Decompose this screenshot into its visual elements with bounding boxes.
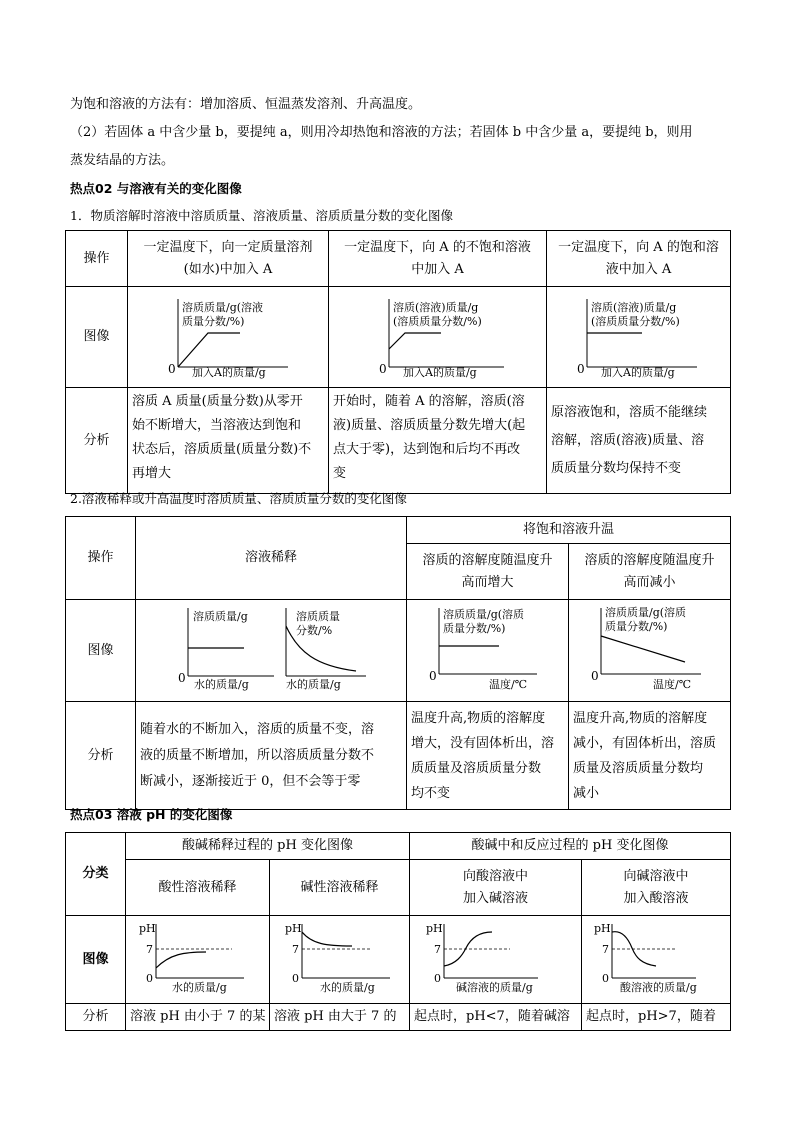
op-dilute: 溶液稀释 — [136, 517, 407, 600]
graph-cell-inc — [407, 600, 569, 702]
y-label-2: 质量分数/%) — [443, 622, 506, 635]
sub-b2a: 向碱溶液中 加入酸溶液 — [582, 860, 731, 916]
origin: 0 — [602, 972, 609, 985]
y-label-1: 溶质质量/g(溶质 — [443, 608, 525, 621]
graph-cell-acid — [126, 916, 270, 1004]
x-label: 加入A的质量/g — [192, 366, 266, 379]
origin: 0 — [146, 972, 153, 985]
origin: 0 — [591, 669, 599, 683]
hot03-heading: 热点03 溶液 pH 的变化图像 — [70, 807, 233, 822]
y-label-1: 溶质质量/g(溶质 — [605, 606, 687, 619]
row-label-anal: 分析 — [66, 702, 136, 810]
graph-heat-inc — [407, 600, 568, 693]
group-neutral: 酸碱中和反应过程的 pH 变化图像 — [410, 833, 731, 860]
group-dilute: 酸碱稀释过程的 pH 变化图像 — [126, 833, 410, 860]
row-label-graph: 图像 — [66, 287, 128, 388]
op-cell-1: 一定温度下，向一定质量溶剂 (如水)中加入 A — [128, 231, 329, 287]
op-cell-2: 一定温度下，向 A 的不饱和溶液 中加入 A — [329, 231, 547, 287]
row-label-anal: 分析 — [66, 1004, 126, 1031]
graph-base-add-acid — [582, 916, 730, 995]
anal-base: 溶液 pH 由大于 7 的 — [270, 1004, 410, 1031]
y-label-2: 质量分数/%) — [182, 315, 245, 328]
x-label: 加入A的质量/g — [601, 366, 675, 379]
y-label-1: 溶质质量/g(溶液 — [182, 301, 264, 314]
graph-base-dilute — [270, 916, 409, 995]
table-ph — [65, 832, 731, 1031]
origin: 0 — [434, 972, 441, 985]
seven-label: 7 — [602, 943, 609, 956]
x-label-b: 水的质量/g — [286, 678, 341, 691]
curve — [302, 932, 352, 946]
graph-cell-base — [270, 916, 410, 1004]
seven-label: 7 — [292, 943, 299, 956]
x-label: 加入A的质量/g — [403, 366, 477, 379]
row-label-graph: 图像 — [66, 600, 136, 702]
sub-a2b: 向酸溶液中 加入碱溶液 — [410, 860, 582, 916]
anal-cell-2: 开始时，随着 A 的溶解，溶质(溶 液)质量、溶质质量分数先增大(起 点大于零)，达到饱和后均不再改 变 — [329, 388, 547, 494]
graph-acid-dilute — [126, 916, 269, 995]
row-label-op: 操作 — [66, 231, 128, 287]
graph-cell-2 — [329, 287, 547, 388]
graph-cell-1 — [128, 287, 329, 388]
x-label: 水的质量/g — [172, 981, 227, 994]
row-label-op: 操作 — [66, 517, 136, 600]
graph-heat-dec — [569, 600, 730, 693]
seven-label: 7 — [146, 943, 153, 956]
table-dilute-heat — [65, 516, 731, 810]
y-label-1: 溶质(溶液)质量/g — [393, 301, 479, 314]
origin: 0 — [168, 362, 176, 376]
graph-solvent-add-a — [128, 287, 328, 379]
graph-dilute — [136, 600, 406, 693]
row-label-graph: 图像 — [66, 916, 126, 1004]
graph-cell-a2b — [410, 916, 582, 1004]
op-inc: 溶质的溶解度随温度升 高而增大 — [407, 544, 569, 600]
y-label-a: 溶质质量/g — [193, 610, 248, 623]
curve — [178, 333, 240, 367]
op-dec: 溶质的溶解度随温度升 高而减小 — [569, 544, 731, 600]
y-label-2: 质量分数/%) — [605, 620, 668, 633]
anal-inc: 温度升高,物质的溶解度 增大，没有固体析出，溶 质质量及溶质质量分数 均不变 — [407, 702, 569, 810]
graph-cell-dilute — [136, 600, 407, 702]
curve — [156, 952, 206, 968]
x-label: 温度/℃ — [653, 678, 692, 691]
curve — [601, 636, 685, 662]
y-label: pH — [285, 922, 302, 935]
origin-a: 0 — [178, 671, 186, 685]
op-cell-3: 一定温度下，向 A 的饱和溶 液中加入 A — [547, 231, 731, 287]
seven-label: 7 — [434, 943, 441, 956]
table-dissolve — [65, 230, 731, 494]
graph-cell-3 — [547, 287, 731, 388]
graph-saturated-add-a — [547, 287, 730, 379]
x-label: 酸溶液的质量/g — [620, 981, 697, 994]
hot02-sub1: 1．物质溶解时溶液中溶质质量、溶液质量、溶质质量分数的变化图像 — [70, 208, 453, 223]
anal-a2b: 起点时，pH<7，随着碱溶 — [410, 1004, 582, 1031]
y-label-1: 溶质(溶液)质量/g — [591, 301, 677, 314]
x-label-a: 水的质量/g — [194, 678, 249, 691]
x-label: 水的质量/g — [320, 981, 375, 994]
row-label-class: 分类 — [66, 833, 126, 916]
intro-line-2: （2）若固体 a 中含少量 b，要提纯 a，则用冷却热饱和溶液的方法；若固体 b 中含少量 a，要提纯 b，则用 — [70, 125, 693, 140]
y-label: pH — [594, 922, 611, 935]
y-label: pH — [139, 922, 156, 935]
sub-base: 碱性溶液稀释 — [270, 860, 410, 916]
graph-acid-add-base — [410, 916, 581, 995]
intro-line-1: 为饱和溶液的方法有：增加溶质、恒温蒸发溶剂、升高温度。 — [70, 97, 422, 112]
origin: 0 — [379, 362, 387, 376]
x-label: 温度/℃ — [489, 678, 528, 691]
curve — [389, 333, 441, 349]
intro-line-3: 蒸发结晶的方法。 — [70, 153, 175, 168]
y-label-b-2: 分数/% — [296, 624, 333, 637]
op-heat: 将饱和溶液升温 — [407, 517, 731, 544]
anal-cell-1: 溶质 A 质量(质量分数)从零开 始不断增大，当溶液达到饱和 状态后，溶质质量(质量分数)不 再增大 — [128, 388, 329, 494]
row-label-anal: 分析 — [66, 388, 128, 494]
graph-cell-b2a — [582, 916, 731, 1004]
x-label: 碱溶液的质量/g — [456, 981, 533, 994]
y-label-2: (溶质质量分数/%) — [393, 315, 482, 328]
anal-acid: 溶液 pH 由小于 7 的某 — [126, 1004, 270, 1031]
anal-dec: 温度升高,物质的溶解度 减小，有固体析出，溶质 质量及溶质质量分数均 减小 — [569, 702, 731, 810]
y-label-b-1: 溶质质量 — [296, 610, 340, 623]
y-label-2: (溶质质量分数/%) — [591, 315, 680, 328]
origin: 0 — [292, 972, 299, 985]
anal-cell-3: 原溶液饱和，溶质不能继续 溶解，溶质(溶液)质量、溶 质质量分数均保持不变 — [547, 388, 731, 494]
sub-acid: 酸性溶液稀释 — [126, 860, 270, 916]
graph-cell-dec — [569, 600, 731, 702]
y-label: pH — [426, 922, 443, 935]
anal-dilute: 随着水的不断加入，溶质的质量不变，溶 液的质量不断增加，所以溶质质量分数不 断减小，逐渐接近于 0，但不会等于零 — [136, 702, 407, 810]
origin: 0 — [577, 362, 585, 376]
graph-unsaturated-add-a — [329, 287, 546, 379]
anal-b2a: 起点时，pH>7，随着 — [582, 1004, 731, 1031]
hot02-heading: 热点02 与溶液有关的变化图像 — [70, 181, 242, 196]
origin: 0 — [429, 669, 437, 683]
hot02-sub2: 2.溶液稀释或升高温度时溶质质量、溶质质量分数的变化图像 — [70, 491, 407, 506]
